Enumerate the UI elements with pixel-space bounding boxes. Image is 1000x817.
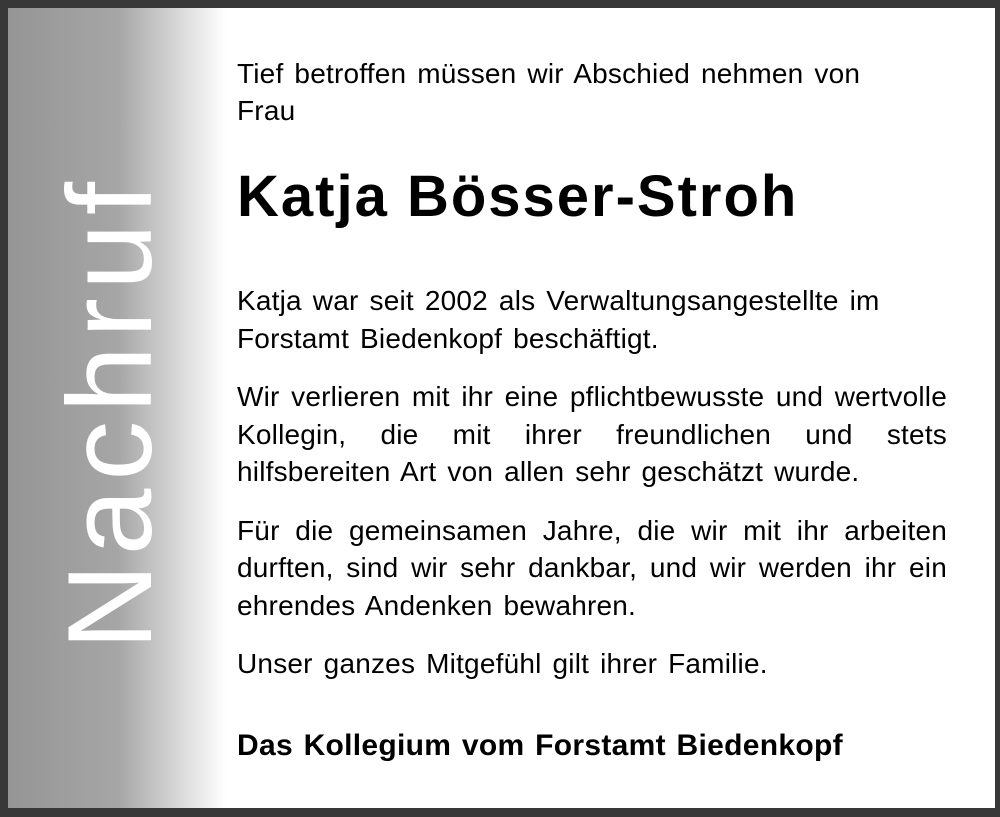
notice-type-vertical-label: Nachruf — [43, 173, 177, 651]
intro-text — [237, 55, 947, 129]
notice-content — [237, 8, 995, 808]
paragraph-gratitude: Für die gemeinsamen Jahre, die wir mit ihr arbeiten durften, sind wir sehr dankbar, und wir werden ihr ein ehrendes Andenken bewahren. — [237, 514, 947, 621]
intro-line-1: Tief betroffen müssen wir Abschied nehmen von — [237, 58, 861, 89]
notice-inner-area — [8, 8, 995, 808]
paragraph-condolence: Unser ganzes Mitgefühl gilt ihrer Familie. — [237, 648, 768, 679]
intro-line-2: Frau — [237, 95, 296, 126]
paragraph-employment: Katja war seit 2002 als Verwaltungsangestellte im Forstamt Biedenkopf beschäftigt. — [237, 285, 880, 354]
deceased-name: Katja Bösser-Stroh — [237, 164, 799, 229]
signoff-text: Das Kollegium vom Forstamt Biedenkopf — [237, 728, 843, 762]
paragraph-tribute: Wir verlieren mit ihr eine pflichtbewusste und wertvolle Kollegin, die mit ihrer freundlichen und stets hilfsbereiten Art von allen sehr geschätzt wurde. — [237, 381, 947, 487]
